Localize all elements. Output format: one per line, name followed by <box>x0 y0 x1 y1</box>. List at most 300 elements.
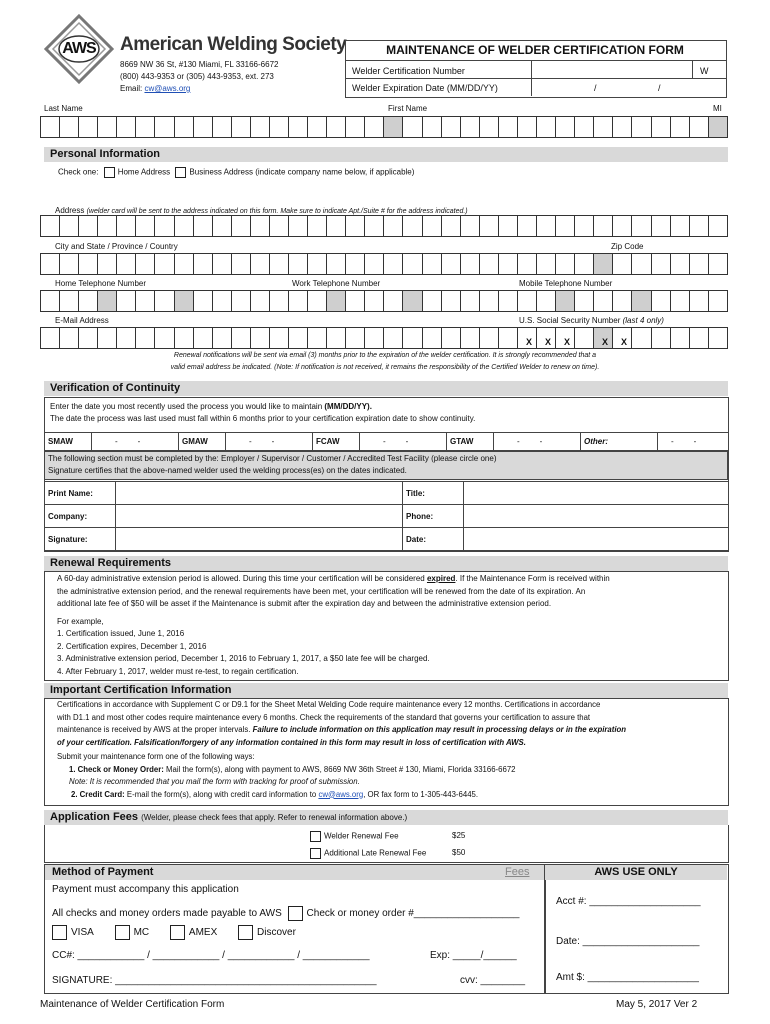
payment-payable: All checks and money orders made payable to AWS <box>52 908 282 920</box>
org-phone: (800) 443-9353 or (305) 443-9353, ext. 273 <box>120 72 274 81</box>
char-cell[interactable] <box>690 327 709 349</box>
amex-label: AMEX <box>188 927 218 939</box>
address-note: (welder card will be sent to the address indicated on this form. Make sure to indicate Apt./Suite # for the address indicated.) <box>86 208 468 215</box>
important-m1note: Note: It is recommended that you mail the form with tracking for proof of submission. <box>69 777 360 786</box>
char-cell[interactable] <box>40 327 60 349</box>
char-cell[interactable] <box>365 327 384 349</box>
ssn-label: U.S. Social Security Number <box>519 316 621 325</box>
char-cell[interactable] <box>499 253 518 275</box>
date-gmaw-dash-2: - <box>271 437 275 446</box>
important-l1: Certifications in accordance with Supplement C or D9.1 for the Sheet Metal Welding Code require maintenance every 12 months. Certifications in accordance <box>57 700 601 709</box>
important-l3b: Failure to include information on this application may result in processing delays or in the expiration <box>252 725 627 734</box>
date-other-dash-2: - <box>693 437 697 446</box>
char-cell[interactable] <box>136 290 155 312</box>
char-cell[interactable] <box>136 116 155 138</box>
fee-renewal-amount: $25 <box>452 831 466 840</box>
discover-label: Discover <box>257 927 296 939</box>
char-cell[interactable] <box>251 327 270 349</box>
ssn-note: (last 4 only) <box>622 316 664 325</box>
date-smaw-dash-1: - <box>115 437 118 446</box>
char-cell[interactable] <box>442 327 461 349</box>
payment-signature-field[interactable]: SIGNATURE: _______________________________________________ <box>52 975 377 986</box>
ssn-x-4: X <box>602 337 609 347</box>
date-gtaw[interactable] <box>494 433 581 451</box>
char-cell[interactable] <box>232 253 251 275</box>
char-cell[interactable] <box>652 253 671 275</box>
char-cell[interactable] <box>327 116 346 138</box>
char-cell[interactable] <box>98 253 117 275</box>
char-cell[interactable] <box>289 253 308 275</box>
char-cell[interactable] <box>175 215 194 237</box>
zip-label: Zip Code <box>611 242 644 251</box>
char-cell[interactable] <box>40 290 60 312</box>
attestation-line1: The following section must be completed by the: Employer / Supervisor / Customer / Accredited Test Facility (please circle one) <box>48 454 497 463</box>
char-cell[interactable] <box>575 327 594 349</box>
ssn-x-1: X <box>526 337 533 347</box>
char-cell[interactable] <box>40 253 60 275</box>
date-gtaw-dash-2: - <box>539 437 543 446</box>
fee-renewal-checkbox[interactable] <box>310 831 321 842</box>
char-cell[interactable] <box>403 116 422 138</box>
char-cell[interactable] <box>594 253 613 275</box>
date-smaw[interactable] <box>92 433 179 451</box>
city-cells[interactable] <box>40 253 728 275</box>
print-name-field[interactable] <box>116 482 403 505</box>
renewal-example: For example, <box>57 616 104 626</box>
char-cell[interactable] <box>40 116 60 138</box>
char-cell[interactable] <box>60 215 79 237</box>
char-cell[interactable] <box>175 253 194 275</box>
char-cell[interactable] <box>671 290 690 312</box>
char-cell[interactable] <box>232 215 251 237</box>
char-cell[interactable] <box>632 215 651 237</box>
char-cell[interactable] <box>175 327 194 349</box>
char-cell[interactable] <box>537 116 556 138</box>
date-gtaw-dash-1: - <box>517 437 520 446</box>
important-m2 <box>57 789 723 802</box>
char-cell[interactable] <box>79 327 98 349</box>
char-cell[interactable] <box>155 327 174 349</box>
char-cell[interactable] <box>327 215 346 237</box>
payment-must: Payment must accompany this application <box>52 884 239 895</box>
date-field[interactable] <box>464 528 729 551</box>
char-cell[interactable] <box>194 327 213 349</box>
aws-use-heading: AWS USE ONLY <box>594 866 678 878</box>
renewal-item-1: 1. Certification issued, June 1, 2016 <box>57 629 185 638</box>
char-cell[interactable] <box>327 290 346 312</box>
date-fcaw-dash-1: - <box>383 437 386 446</box>
char-cell[interactable] <box>709 253 728 275</box>
char-cell[interactable] <box>308 215 327 237</box>
char-cell[interactable] <box>155 215 174 237</box>
char-cell[interactable] <box>671 327 690 349</box>
char-cell[interactable] <box>461 327 480 349</box>
char-cell[interactable] <box>613 215 632 237</box>
renewal-p1 <box>57 573 723 586</box>
expiration-input[interactable] <box>532 79 727 96</box>
mobile-phone-label: Mobile Telephone Number <box>519 279 613 288</box>
date-other[interactable] <box>658 433 729 451</box>
char-cell[interactable] <box>594 116 613 138</box>
char-cell[interactable] <box>117 290 136 312</box>
date-label: Date: <box>403 528 464 551</box>
char-cell[interactable] <box>632 327 651 349</box>
char-cell[interactable] <box>461 290 480 312</box>
char-cell[interactable] <box>213 327 232 349</box>
char-cell[interactable] <box>652 290 671 312</box>
char-cell[interactable] <box>60 327 79 349</box>
char-cell[interactable] <box>213 253 232 275</box>
cert-number-input[interactable] <box>532 61 692 78</box>
char-cell[interactable] <box>442 253 461 275</box>
char-cell[interactable] <box>251 116 270 138</box>
char-cell[interactable] <box>499 215 518 237</box>
ssn-label-row <box>519 316 664 325</box>
char-cell[interactable] <box>556 290 575 312</box>
char-cell[interactable] <box>308 253 327 275</box>
payment-heading: Method of Payment <box>52 866 154 878</box>
char-cell[interactable] <box>136 327 155 349</box>
char-cell[interactable] <box>60 253 79 275</box>
fees-link[interactable]: Fees <box>505 866 530 878</box>
char-cell[interactable] <box>403 215 422 237</box>
char-cell[interactable] <box>289 290 308 312</box>
visa-checkbox[interactable] <box>52 925 67 940</box>
char-cell[interactable] <box>518 116 537 138</box>
char-cell[interactable] <box>251 215 270 237</box>
fee-row-2[interactable] <box>310 848 426 859</box>
fee-late-checkbox[interactable] <box>310 848 321 859</box>
char-cell[interactable] <box>461 215 480 237</box>
char-cell[interactable] <box>556 253 575 275</box>
char-cell[interactable] <box>346 215 365 237</box>
cert-suffix: W <box>700 66 709 76</box>
char-cell[interactable] <box>136 253 155 275</box>
char-cell[interactable] <box>575 290 594 312</box>
fee-late-label: Additional Late Renewal Fee <box>324 848 427 858</box>
renewal-text <box>57 573 723 678</box>
char-cell[interactable] <box>480 253 499 275</box>
char-cell[interactable] <box>423 327 442 349</box>
char-cell[interactable] <box>213 290 232 312</box>
char-cell[interactable] <box>461 253 480 275</box>
footer-version: May 5, 2017 Ver 2 <box>616 999 698 1010</box>
char-cell[interactable] <box>117 327 136 349</box>
char-cell[interactable] <box>575 215 594 237</box>
date-other-dash-1: - <box>671 437 674 446</box>
char-cell[interactable] <box>690 116 709 138</box>
char-cell[interactable] <box>270 116 289 138</box>
cvv-field[interactable]: cvv: ________ <box>460 975 526 986</box>
char-cell[interactable] <box>384 327 403 349</box>
char-cell[interactable] <box>270 327 289 349</box>
char-cell[interactable] <box>232 116 251 138</box>
char-cell[interactable] <box>709 215 728 237</box>
char-cell[interactable] <box>384 290 403 312</box>
char-cell[interactable] <box>60 290 79 312</box>
char-cell[interactable] <box>213 116 232 138</box>
char-cell[interactable] <box>518 290 537 312</box>
char-cell[interactable] <box>346 116 365 138</box>
char-cell[interactable] <box>98 327 117 349</box>
char-cell[interactable] <box>403 253 422 275</box>
discover-checkbox[interactable] <box>238 925 253 940</box>
char-cell[interactable] <box>403 290 422 312</box>
verification-line1 <box>50 402 372 411</box>
char-cell[interactable] <box>442 290 461 312</box>
phone-label: Phone: <box>403 505 464 528</box>
char-cell[interactable] <box>136 215 155 237</box>
char-cell[interactable] <box>194 215 213 237</box>
fee-late-amount: $50 <box>452 848 466 857</box>
char-cell[interactable] <box>175 290 194 312</box>
char-cell[interactable] <box>690 290 709 312</box>
char-cell[interactable] <box>690 253 709 275</box>
char-cell[interactable] <box>79 116 98 138</box>
char-cell[interactable] <box>671 116 690 138</box>
process-dates-table <box>44 432 729 451</box>
char-cell[interactable] <box>384 116 403 138</box>
char-cell[interactable] <box>575 116 594 138</box>
exp-slash-2: / <box>658 83 661 93</box>
char-cell[interactable] <box>308 290 327 312</box>
mc-label: MC <box>133 927 150 939</box>
char-cell[interactable] <box>423 253 442 275</box>
important-submit: Submit your maintenance form one of the following ways: <box>57 752 255 761</box>
aws-date-field[interactable]: Date: _____________________ <box>556 936 700 947</box>
char-cell[interactable] <box>175 116 194 138</box>
date-gmaw[interactable] <box>226 433 313 451</box>
char-cell[interactable] <box>690 215 709 237</box>
work-phone-label: Work Telephone Number <box>292 279 381 288</box>
char-cell[interactable] <box>442 116 461 138</box>
signature-field[interactable] <box>116 528 403 551</box>
renewal-item-3: 3. Administrative extension period, December 1, 2016 to February 1, 2017, a $50 late fee will be charged. <box>57 654 430 663</box>
important-l2: with D1.1 and most other codes require maintenance every 6 months. Check the requirements of the standard that governs your certification to assure that <box>57 712 591 722</box>
char-cell[interactable] <box>98 290 117 312</box>
char-cell[interactable] <box>213 215 232 237</box>
char-cell[interactable] <box>289 215 308 237</box>
char-cell[interactable] <box>40 215 60 237</box>
char-cell[interactable] <box>365 116 384 138</box>
important-heading: Important Certification Information <box>44 683 728 698</box>
char-cell[interactable] <box>384 253 403 275</box>
char-cell[interactable] <box>613 290 632 312</box>
char-cell[interactable] <box>632 290 651 312</box>
home-address-label: Home Address <box>117 167 171 177</box>
date-fcaw-dash-2: - <box>405 437 409 446</box>
renewal-p1a: A 60-day administrative extension period is allowed. During this time your certification will be considered <box>57 574 427 583</box>
address-label: Address <box>55 206 85 215</box>
char-cell[interactable] <box>518 253 537 275</box>
fee-renewal-label: Welder Renewal Fee <box>324 831 399 841</box>
char-cell[interactable] <box>194 253 213 275</box>
check-money-order-label: Check or money order #___________________ <box>306 908 520 920</box>
important-text <box>57 699 723 801</box>
email-label: E-Mail Address <box>55 316 109 325</box>
char-cell[interactable] <box>327 253 346 275</box>
char-cell[interactable] <box>289 327 308 349</box>
char-cell[interactable] <box>365 215 384 237</box>
char-cell[interactable] <box>232 327 251 349</box>
char-cell[interactable] <box>594 290 613 312</box>
char-cell[interactable] <box>671 215 690 237</box>
char-cell[interactable] <box>194 116 213 138</box>
process-fcaw: FCAW <box>313 433 360 451</box>
cc-number-field[interactable]: CC#: ____________ / ____________ / ____________ / ____________ <box>52 950 370 961</box>
char-cell[interactable] <box>537 253 556 275</box>
char-cell[interactable] <box>556 215 575 237</box>
exp-field[interactable]: Exp: _____/______ <box>430 950 517 961</box>
char-cell[interactable] <box>270 215 289 237</box>
char-cell[interactable] <box>155 253 174 275</box>
title-label: Title: <box>403 482 464 505</box>
org-email-link[interactable]: cw@aws.org <box>144 84 191 93</box>
char-cell[interactable] <box>499 327 518 349</box>
char-cell[interactable] <box>709 290 728 312</box>
char-cell[interactable] <box>537 290 556 312</box>
name-cells[interactable] <box>40 116 728 138</box>
renewal-item-2: 2. Certification expires, December 1, 2016 <box>57 641 207 651</box>
char-cell[interactable] <box>613 116 632 138</box>
char-cell[interactable] <box>346 253 365 275</box>
mi-label: MI <box>713 104 722 113</box>
char-cell[interactable] <box>423 215 442 237</box>
important-m1a: 1. Check or Money Order: <box>69 764 164 774</box>
verification-line2: The date the process was last used must fall within 6 months prior to your certification expiration date to show continuity. <box>50 414 476 423</box>
char-cell[interactable] <box>480 215 499 237</box>
important-m1 <box>57 764 723 777</box>
char-cell[interactable] <box>613 253 632 275</box>
char-cell[interactable] <box>79 215 98 237</box>
verification-line1-text: Enter the date you most recently used the process you would like to maintain <box>50 402 325 411</box>
visa-label: VISA <box>71 927 94 939</box>
char-cell[interactable] <box>270 253 289 275</box>
char-cell[interactable] <box>518 215 537 237</box>
char-cell[interactable] <box>652 116 671 138</box>
phone-field[interactable] <box>464 505 729 528</box>
char-cell[interactable] <box>537 215 556 237</box>
char-cell[interactable] <box>79 290 98 312</box>
char-cell[interactable] <box>480 290 499 312</box>
fee-row-1[interactable] <box>310 831 399 842</box>
char-cell[interactable] <box>499 116 518 138</box>
char-cell[interactable] <box>155 290 174 312</box>
important-m2a: 2. Credit Card: <box>71 789 125 799</box>
char-cell[interactable] <box>79 253 98 275</box>
char-cell[interactable] <box>423 116 442 138</box>
char-cell[interactable] <box>594 215 613 237</box>
first-name-label: First Name <box>388 104 428 113</box>
home-phone-label: Home Telephone Number <box>55 279 147 288</box>
char-cell[interactable] <box>327 327 346 349</box>
renewal-p1c: . If the Maintenance Form is received within <box>455 574 610 583</box>
char-cell[interactable] <box>632 116 651 138</box>
address-cells[interactable] <box>40 215 728 237</box>
char-cell[interactable] <box>461 116 480 138</box>
date-fcaw[interactable] <box>360 433 447 451</box>
company-field[interactable] <box>116 505 403 528</box>
logo-text: AWS <box>62 40 96 57</box>
date-gmaw-dash-1: - <box>249 437 252 446</box>
char-cell[interactable] <box>365 290 384 312</box>
char-cell[interactable] <box>60 116 79 138</box>
org-address: 8669 NW 36 St, #130 Miami, FL 33166-6672 <box>120 60 279 69</box>
char-cell[interactable] <box>155 116 174 138</box>
char-cell[interactable] <box>442 215 461 237</box>
char-cell[interactable] <box>709 327 728 349</box>
important-l3 <box>57 724 723 737</box>
char-cell[interactable] <box>251 290 270 312</box>
char-cell[interactable] <box>117 253 136 275</box>
char-cell[interactable] <box>480 116 499 138</box>
char-cell[interactable] <box>423 290 442 312</box>
last-name-label: Last Name <box>44 104 83 113</box>
char-cell[interactable] <box>346 290 365 312</box>
title-field[interactable] <box>464 482 729 505</box>
char-cell[interactable] <box>308 116 327 138</box>
char-cell[interactable] <box>117 215 136 237</box>
renewal-expired: expired <box>426 574 456 583</box>
cert-number-label: Welder Certification Number <box>352 66 465 76</box>
char-cell[interactable] <box>671 253 690 275</box>
char-cell[interactable] <box>232 290 251 312</box>
home-address-checkbox[interactable] <box>104 167 115 178</box>
char-cell[interactable] <box>346 327 365 349</box>
char-cell[interactable] <box>575 253 594 275</box>
exp-slash-1: / <box>594 83 597 93</box>
org-email-label: Email: <box>120 84 143 93</box>
important-m2-email[interactable]: cw@aws.org <box>318 789 364 799</box>
check-one-label: Check one: <box>58 167 99 177</box>
char-cell[interactable] <box>652 215 671 237</box>
char-cell[interactable] <box>251 253 270 275</box>
char-cell[interactable] <box>117 116 136 138</box>
char-cell[interactable] <box>384 215 403 237</box>
char-cell[interactable] <box>194 290 213 312</box>
important-m2c: , OR fax form to 1-305-443-6445. <box>363 789 479 799</box>
phone-cells[interactable] <box>40 290 728 312</box>
char-cell[interactable] <box>556 116 575 138</box>
char-cell[interactable] <box>98 116 117 138</box>
amex-checkbox[interactable] <box>170 925 185 940</box>
char-cell[interactable] <box>652 327 671 349</box>
fees-heading-bar <box>44 810 728 825</box>
char-cell[interactable] <box>480 327 499 349</box>
payment-payable-row <box>52 906 519 921</box>
char-cell[interactable] <box>308 327 327 349</box>
char-cell[interactable] <box>289 116 308 138</box>
city-label: City and State / Province / Country <box>55 242 178 251</box>
renewal-item-4: 4. After February 1, 2017, welder must re-test, to regain certification. <box>57 666 299 676</box>
process-gtaw: GTAW <box>447 433 494 451</box>
mc-checkbox[interactable] <box>115 925 130 940</box>
char-cell[interactable] <box>632 253 651 275</box>
char-cell[interactable] <box>709 116 728 138</box>
renewal-note-2: valid email address be indicated. (Note: If notification is not received, it remains the responsibility of the Certified Welder to renew on time). <box>170 364 600 371</box>
char-cell[interactable] <box>98 215 117 237</box>
form-title: MAINTENANCE OF WELDER CERTIFICATION FORM <box>386 43 684 57</box>
amt-field[interactable]: Amt $: ____________________ <box>556 972 699 983</box>
acct-field[interactable]: Acct #: ____________________ <box>556 896 701 907</box>
char-cell[interactable] <box>365 253 384 275</box>
char-cell[interactable] <box>403 327 422 349</box>
check-money-order-checkbox[interactable] <box>288 906 303 921</box>
business-address-checkbox[interactable] <box>175 167 186 178</box>
char-cell[interactable] <box>270 290 289 312</box>
char-cell[interactable] <box>499 290 518 312</box>
renewal-note-1: Renewal notifications will be sent via email (3) months prior to the expiration of the welder certification. It is strongly recommended that a <box>173 352 597 359</box>
